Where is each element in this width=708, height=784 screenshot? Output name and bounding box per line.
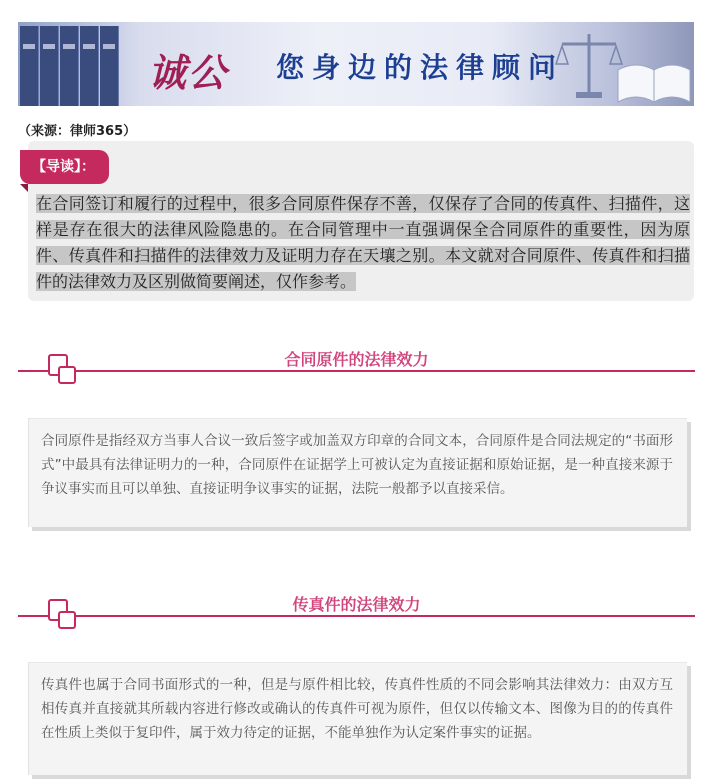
lead-text-highlight: 在合同签订和履行的过程中，很多合同原件保存不善，仅保存了合同的传真件、扫描件，这样是存在很大的法律风险隐患的。在合同管理中一直强调保全合同原件的重要性，因为原件、传真件和扫描件的法律效力及证明力存在天壤之别。本文就对合同原件、传真件和扫描件的法律效力及区别做简要阐述，仅作参考。	[36, 194, 690, 291]
lead-text	[36, 191, 690, 295]
section-body: 合同原件是指经双方当事人合议一致后签字或加盖双方印章的合同文本，合同原件是合同法规定的“书面形式”中最具有法律证明力的一种，合同原件在证据学上可被认定为直接证据和原始证据，是一种直接来源于争议事实而且可以单独、直接证明争议事实的证据，法院一般都予以直接采信。	[41, 433, 673, 497]
section-title: 传真件的法律效力	[292, 595, 421, 614]
section-divider	[18, 370, 695, 372]
lead-tag: 【导读】：	[20, 150, 109, 184]
open-book-icon	[614, 52, 694, 106]
source-line: （来源：律师365）	[18, 124, 137, 139]
section-card-fax	[28, 662, 687, 775]
section-card-original	[28, 418, 687, 527]
section-divider	[18, 615, 695, 617]
section-body: 传真件也属于合同书面形式的一种，但是与原件相比较，传真件性质的不同会影响其法律效力：由双方互相传真并直接就其所载内容进行修改或确认的传真件可视为原件，但仅以传输文本、图像为目的的传真件在性质上类似于复印件，属于效力待定的证据，不能单独作为认定案件事实的证据。	[41, 677, 673, 741]
banner-slogan: 您身边的法律顾问	[276, 51, 565, 84]
section-header-fax	[18, 593, 695, 633]
section-header-original	[18, 348, 695, 388]
law-books-image	[18, 22, 128, 106]
section-title: 合同原件的法律效力	[284, 350, 429, 369]
banner-logo: 诚公	[148, 50, 229, 95]
header-banner	[18, 22, 694, 106]
